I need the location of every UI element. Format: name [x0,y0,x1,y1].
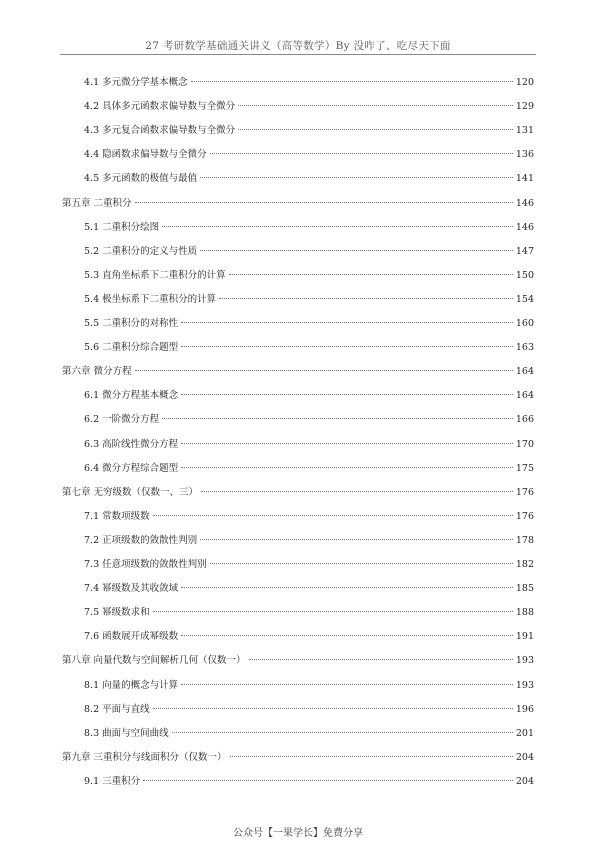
toc-section-entry[interactable] [84,317,534,331]
toc-row [0,317,596,331]
toc-row [0,486,596,500]
toc-dot-leader [200,250,513,251]
toc-dot-leader [229,274,513,275]
toc-dot-leader [219,298,513,299]
toc-entry-title: 5.3 直角坐标系下二重积分的计算 [84,269,226,281]
toc-row [0,124,596,138]
toc-row [0,703,596,717]
toc-entry-title: 5.1 二重积分绘图 [84,221,160,233]
toc-section-entry[interactable] [84,534,534,548]
toc-row [0,389,596,403]
toc-section-entry[interactable] [84,413,534,427]
toc-entry-title: 5.6 二重积分综合题型 [84,342,179,354]
toc-row [0,462,596,476]
toc-section-entry[interactable] [84,100,534,114]
toc-dot-leader [201,491,513,492]
toc-entry-title: 5.5 二重积分的对称性 [84,318,179,329]
toc-section-entry[interactable] [84,76,534,90]
toc-dot-leader [249,659,513,660]
toc-row [0,751,596,765]
toc-chapter-entry[interactable] [62,751,534,765]
toc-dot-leader [181,346,513,347]
toc-row [0,100,596,114]
toc-dot-leader [181,443,513,444]
toc-dot-leader [153,708,513,709]
toc-section-entry[interactable] [84,679,534,693]
toc-dot-leader [181,322,513,323]
toc-row [0,148,596,162]
toc-entry-title: 第六章 微分方程 [62,366,132,378]
toc-entry-title: 7.4 幂级数及其收敛域 [84,583,179,595]
toc-row [0,534,596,548]
toc-section-entry[interactable] [84,148,534,162]
toc-row [0,558,596,572]
toc-entry-title: 6.4 微分方程综合题型 [84,462,179,474]
toc-section-entry[interactable] [84,630,534,644]
toc-entry-page-number: 193 [515,655,534,667]
toc-entry-title: 7.2 正项级数的敛散性判别 [84,534,198,546]
toc-section-entry[interactable] [84,221,534,235]
toc-dot-leader [230,756,513,757]
toc-section-entry[interactable] [84,293,534,307]
toc-entry-title: 6.2 一阶微分方程 [84,414,160,426]
toc-dot-leader [172,732,513,733]
toc-row [0,245,596,259]
toc-entry-page-number: 201 [515,727,534,739]
toc-dot-leader [153,515,513,516]
toc-entry-title: 5.2 二重积分的定义与性质 [84,245,198,257]
toc-dot-leader [200,177,513,178]
toc-row [0,679,596,693]
toc-dot-leader [135,202,513,203]
toc-entry-title: 第八章 向量代数与空间解析几何（仅数一） [62,655,246,667]
toc-dot-leader [238,129,513,130]
page-footer: 公众号【一果学长】免费分享 [233,828,363,839]
toc-section-entry[interactable] [84,462,534,476]
toc-section-entry[interactable] [84,558,534,572]
toc-entry-page-number: 170 [515,438,534,450]
toc-entry-title: 4.5 多元函数的极值与最值 [84,173,198,185]
toc-dot-leader [210,153,513,154]
toc-dot-leader [200,539,513,540]
toc-row [0,727,596,741]
toc-dot-leader [162,226,513,227]
toc-entry-page-number: 178 [515,534,534,546]
toc-chapter-entry[interactable] [62,654,534,668]
toc-section-entry[interactable] [84,245,534,259]
toc-entry-page-number: 204 [515,775,534,787]
toc-row [0,582,596,596]
toc-dot-leader [181,394,513,395]
toc-row [0,76,596,90]
toc-row [0,172,596,186]
toc-row [0,365,596,379]
toc-entry-title: 7.6 函数展开成幂级数 [84,631,179,643]
toc-row [0,269,596,283]
toc-entry-title: 6.3 高阶线性微分方程 [84,438,179,450]
toc-row [0,606,596,620]
toc-row [0,630,596,644]
toc-row [0,413,596,427]
toc-entry-page-number: 147 [515,245,534,257]
toc-entry-title: 4.2 具体多元函数求偏导数与全微分 [84,101,236,113]
toc-section-entry[interactable] [84,438,534,452]
toc-entry-page-number: 146 [515,221,534,233]
toc-entry-title: 4.3 多元复合函数求偏导数与全微分 [84,125,236,137]
toc-row [0,197,596,211]
toc-row [0,510,596,524]
toc-entry-page-number: 176 [515,486,534,498]
toc-section-entry[interactable] [84,269,534,283]
toc-entry-page-number: 166 [515,414,534,426]
toc-section-entry[interactable] [84,172,534,186]
toc-entry-page-number: 154 [515,293,534,305]
toc-entry-page-number: 204 [515,751,534,763]
toc-entry-page-number: 196 [515,703,534,715]
toc-section-entry[interactable] [84,510,534,524]
toc-entry-page-number: 131 [515,125,534,137]
toc-entry-page-number: 160 [515,318,534,329]
toc-row [0,654,596,668]
toc-entry-title: 4.1 多元微分学基本概念 [84,77,188,88]
toc-row [0,341,596,355]
toc-dot-leader [238,105,513,106]
toc-section-entry[interactable] [84,341,534,355]
toc-entry-page-number: 164 [515,366,534,378]
page-header: 27 考研数学基础通关讲义（高等数学）By 没咋了、吃尽天下面 [145,40,451,52]
header-rule [60,54,536,55]
toc-entry-title: 6.1 微分方程基本概念 [84,390,179,402]
toc-dot-leader [181,684,513,685]
toc-entry-title: 第五章 二重积分 [62,197,132,209]
toc-entry-page-number: 193 [515,679,534,691]
toc-entry-page-number: 150 [515,269,534,281]
toc-dot-leader [181,587,513,588]
toc-entry-page-number: 141 [515,173,534,185]
toc-dot-leader [153,611,513,612]
toc-chapter-entry[interactable] [62,486,534,500]
toc-entry-page-number: 175 [515,462,534,474]
toc-entry-page-number: 191 [515,631,534,643]
toc-entry-title: 4.4 隐函数求偏导数与全微分 [84,149,207,161]
toc-row [0,775,596,789]
toc-entry-page-number: 182 [515,559,534,570]
toc-chapter-entry[interactable] [62,197,534,211]
toc-dot-leader [162,418,513,419]
toc-entry-page-number: 164 [515,390,534,402]
toc-row [0,438,596,452]
toc-section-entry[interactable] [84,727,534,741]
toc-section-entry[interactable] [84,389,534,403]
toc-dot-leader [210,563,513,564]
toc-entry-title: 第七章 无穷级数（仅数一、三） [62,486,199,498]
toc-chapter-entry[interactable] [62,365,534,379]
toc-entry-page-number: 163 [515,342,534,354]
toc-entry-page-number: 176 [515,510,534,522]
toc-dot-leader [181,635,513,636]
toc-entry-title: 5.4 极坐标系下二重积分的计算 [84,293,217,305]
toc-entry-page-number: 129 [515,101,534,113]
toc-entry-title: 7.1 常数项级数 [84,510,150,522]
toc-entry-title: 8.2 平面与直线 [84,703,150,715]
toc-entry-page-number: 188 [515,607,534,619]
toc-dot-leader [143,780,513,781]
toc-section-entry[interactable] [84,606,534,620]
toc-section-entry[interactable] [84,775,534,789]
toc-entry-title: 8.3 曲面与空间曲线 [84,727,169,739]
toc-dot-leader [135,370,513,371]
toc-entry-page-number: 146 [515,197,534,209]
toc-entry-page-number: 185 [515,583,534,595]
toc-entry-title: 9.1 三重积分 [84,775,141,787]
toc-section-entry[interactable] [84,124,534,138]
toc-section-entry[interactable] [84,703,534,717]
toc-entry-title: 8.1 向量的概念与计算 [84,679,179,691]
toc-entry-title: 第九章 三重积分与线面积分（仅数一） [62,751,227,763]
toc-row [0,221,596,235]
toc-dot-leader [191,81,513,82]
toc-dot-leader [181,467,513,468]
toc-row [0,293,596,307]
toc-entry-title: 7.3 任意项级数的敛散性判别 [84,559,207,570]
toc-entry-page-number: 120 [515,77,534,88]
toc-section-entry[interactable] [84,582,534,596]
toc-entry-page-number: 136 [515,149,534,161]
toc-entry-title: 7.5 幂级数求和 [84,607,150,619]
